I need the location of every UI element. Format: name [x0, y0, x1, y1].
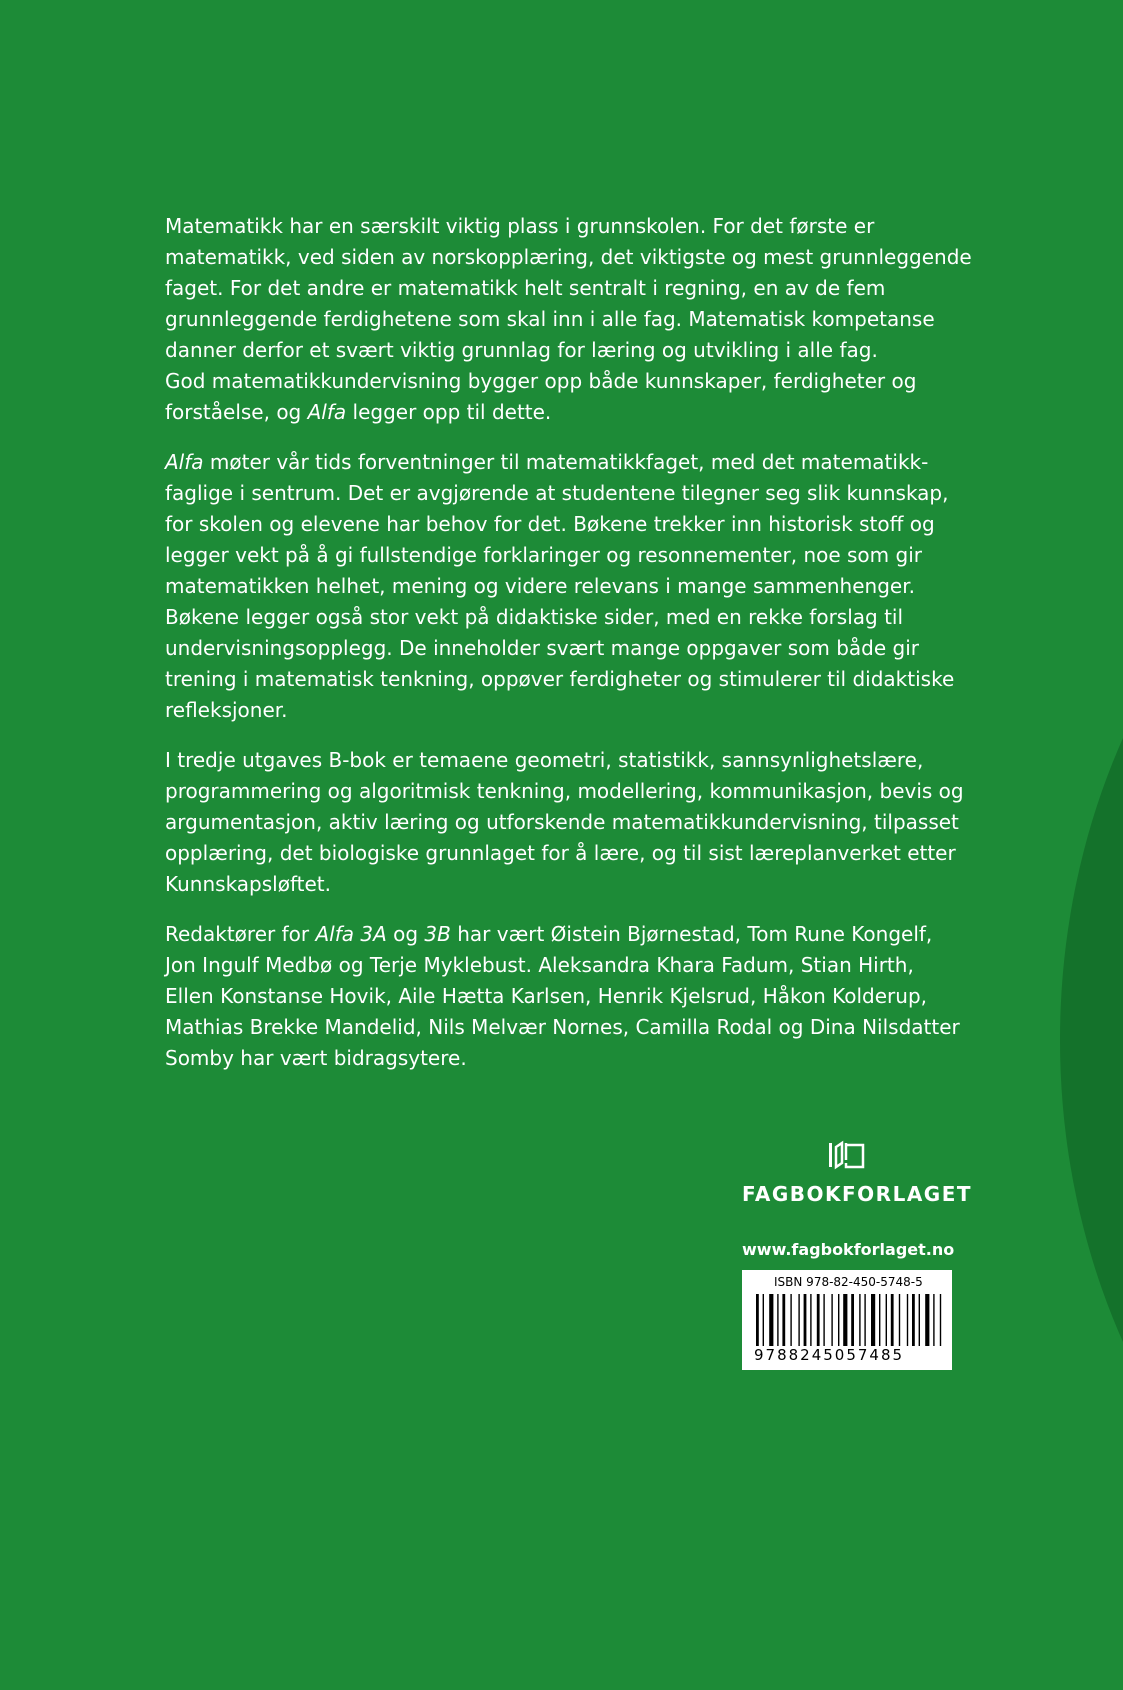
barcode-bar — [879, 1294, 880, 1346]
text-segment: Somby har vært bidragsytere. — [165, 1046, 467, 1070]
text-segment: og — [386, 922, 425, 946]
barcode-bar — [886, 1294, 887, 1346]
text-segment: trening i matematisk tenkning, oppøver ferdigheter og stimulerer til didaktiske — [165, 667, 955, 691]
text-segment: Kunnskapsløftet. — [165, 872, 331, 896]
text-line — [165, 869, 965, 900]
text-line — [165, 211, 965, 242]
text-line — [165, 242, 972, 273]
barcode-bar — [925, 1294, 929, 1346]
barcode-bar — [823, 1294, 824, 1346]
publisher-website: www.fagbokforlaget.no — [742, 1240, 955, 1259]
barcode-bar — [831, 1294, 832, 1346]
text-line — [165, 664, 965, 695]
text-line — [165, 950, 965, 981]
text-segment: har vært Øistein Bjørnestad, Tom Rune Kongelf, — [450, 922, 933, 946]
barcode-bar — [843, 1294, 847, 1346]
text-line — [165, 447, 965, 478]
publisher-name: FAGBOKFORLAGET — [742, 1182, 973, 1206]
barcode-bar — [769, 1294, 773, 1346]
publisher-logo — [742, 1140, 973, 1206]
text-segment: Mathias Brekke Mandelid, Nils Melvær Nornes, Camilla Rodal og Dina Nilsdatter — [165, 1015, 960, 1039]
text-line — [165, 304, 965, 335]
text-segment: møter vår tids forventninger til matematikkfaget, med det matematikk- — [203, 450, 929, 474]
barcode-bar — [859, 1294, 860, 1346]
text-line — [165, 397, 965, 428]
text-segment: faget. For det andre er matematikk helt sentralt i regning, en av de fem — [165, 276, 886, 300]
text-segment: programmering og algoritmisk tenkning, modellering, kommunikasjon, bevis og — [165, 779, 964, 803]
barcode-bar — [907, 1294, 908, 1346]
text-segment: for skolen og elevene har behov for det. Bøkene trekker inn historisk stoff og — [165, 512, 935, 536]
barcode-bar — [891, 1294, 894, 1346]
barcode-bar — [919, 1294, 920, 1346]
barcode-bar — [817, 1294, 820, 1346]
text-line — [165, 919, 965, 950]
barcode-bar — [899, 1294, 900, 1346]
isbn-barcode — [742, 1270, 952, 1370]
text-segment: Bøkene legger også stor vekt på didaktiske sider, med en rekke forslag til — [165, 605, 904, 629]
text-segment: matematikken helhet, mening og videre relevans i mange sammenhenger. — [165, 574, 915, 598]
italic-text: Alfa — [307, 400, 347, 424]
paragraph — [165, 211, 972, 428]
text-segment: faglige i sentrum. Det er avgjørende at studentene tilegner seg slik kunnskap, — [165, 481, 949, 505]
isbn-label: ISBN 978-82-450-5748-5 — [774, 1275, 923, 1289]
text-segment: grunnleggende ferdighetene som skal inn i alle fag. Matematisk kompetanse — [165, 307, 935, 331]
text-segment: refleksjoner. — [165, 698, 288, 722]
barcode-bar — [782, 1294, 785, 1346]
text-line — [165, 602, 965, 633]
text-line — [165, 540, 965, 571]
text-segment: Jon Ingulf Medbø og Terje Myklebust. Aleksandra Khara Fadum, Stian Hirth, — [165, 953, 914, 977]
background-arc — [1060, 390, 1123, 1690]
text-segment: undervisningsopplegg. De inneholder svært mange oppgaver som både gir — [165, 636, 919, 660]
text-segment: Redaktører for — [165, 922, 316, 946]
text-segment: opplæring, det biologiske grunnlaget for å lære, og til sist læreplanverket etter — [165, 841, 956, 865]
barcode-bar — [912, 1294, 915, 1346]
text-line — [165, 366, 965, 397]
text-segment: legger opp til dette. — [346, 400, 552, 424]
barcode-bar — [804, 1294, 807, 1346]
text-segment: I tredje utgaves B-bok er temaene geometri, statistikk, sannsynlighetslære, — [165, 748, 924, 772]
barcode-bar — [810, 1294, 811, 1346]
text-segment: danner derfor et svært viktig grunnlag for læring og utvikling i alle fag. — [165, 338, 878, 362]
text-line — [165, 695, 965, 726]
italic-text: 3B — [424, 922, 451, 946]
text-segment: legger vekt på å gi fullstendige forklaringer og resonnementer, noe som gir — [165, 543, 922, 567]
barcode-bar — [864, 1294, 865, 1346]
barcode-bar — [790, 1294, 791, 1346]
text-line — [165, 838, 965, 869]
barcode-bar — [763, 1294, 764, 1346]
text-line — [165, 335, 965, 366]
text-segment: argumentasjon, aktiv læring og utforskende matematikkundervisning, tilpasset — [165, 810, 959, 834]
text-line — [165, 509, 965, 540]
barcode-bar — [871, 1294, 875, 1346]
paragraph — [165, 919, 965, 1074]
barcode-bar — [798, 1294, 799, 1346]
paragraph — [165, 447, 965, 726]
barcode-bar — [940, 1294, 941, 1346]
text-line — [165, 1012, 965, 1043]
text-line — [165, 745, 965, 776]
text-line — [165, 273, 965, 304]
back-cover-text — [165, 211, 972, 1093]
text-line — [165, 981, 965, 1012]
text-line — [165, 633, 965, 664]
barcode-bar — [838, 1294, 839, 1346]
text-segment: Matematikk har en særskilt viktig plass i grunnskolen. For det første er — [165, 214, 875, 238]
text-line — [165, 776, 965, 807]
text-line — [165, 1043, 965, 1074]
fagbokforlaget-logo-icon — [827, 1140, 867, 1170]
text-line — [165, 478, 965, 509]
text-line — [165, 807, 965, 838]
text-segment: God matematikkundervisning bygger opp både kunnskaper, ferdigheter og — [165, 369, 917, 393]
barcode-bar — [851, 1294, 854, 1346]
italic-text: Alfa — [165, 450, 204, 474]
barcode-bar — [933, 1294, 934, 1346]
barcode-bar — [777, 1294, 778, 1346]
barcode-digits: 9788245057485 — [754, 1346, 905, 1364]
paragraph — [165, 745, 965, 900]
barcode-bar — [756, 1294, 759, 1346]
italic-text: Alfa 3A — [315, 922, 387, 946]
text-segment: Ellen Konstanse Hovik, Aile Hætta Karlsen, Henrik Kjelsrud, Håkon Kolderup, — [165, 984, 928, 1008]
text-line — [165, 571, 965, 602]
text-segment: forståelse, og — [165, 400, 308, 424]
text-segment: matematikk, ved siden av norskopplæring, det viktigste og mest grunnleggende — [165, 245, 972, 269]
